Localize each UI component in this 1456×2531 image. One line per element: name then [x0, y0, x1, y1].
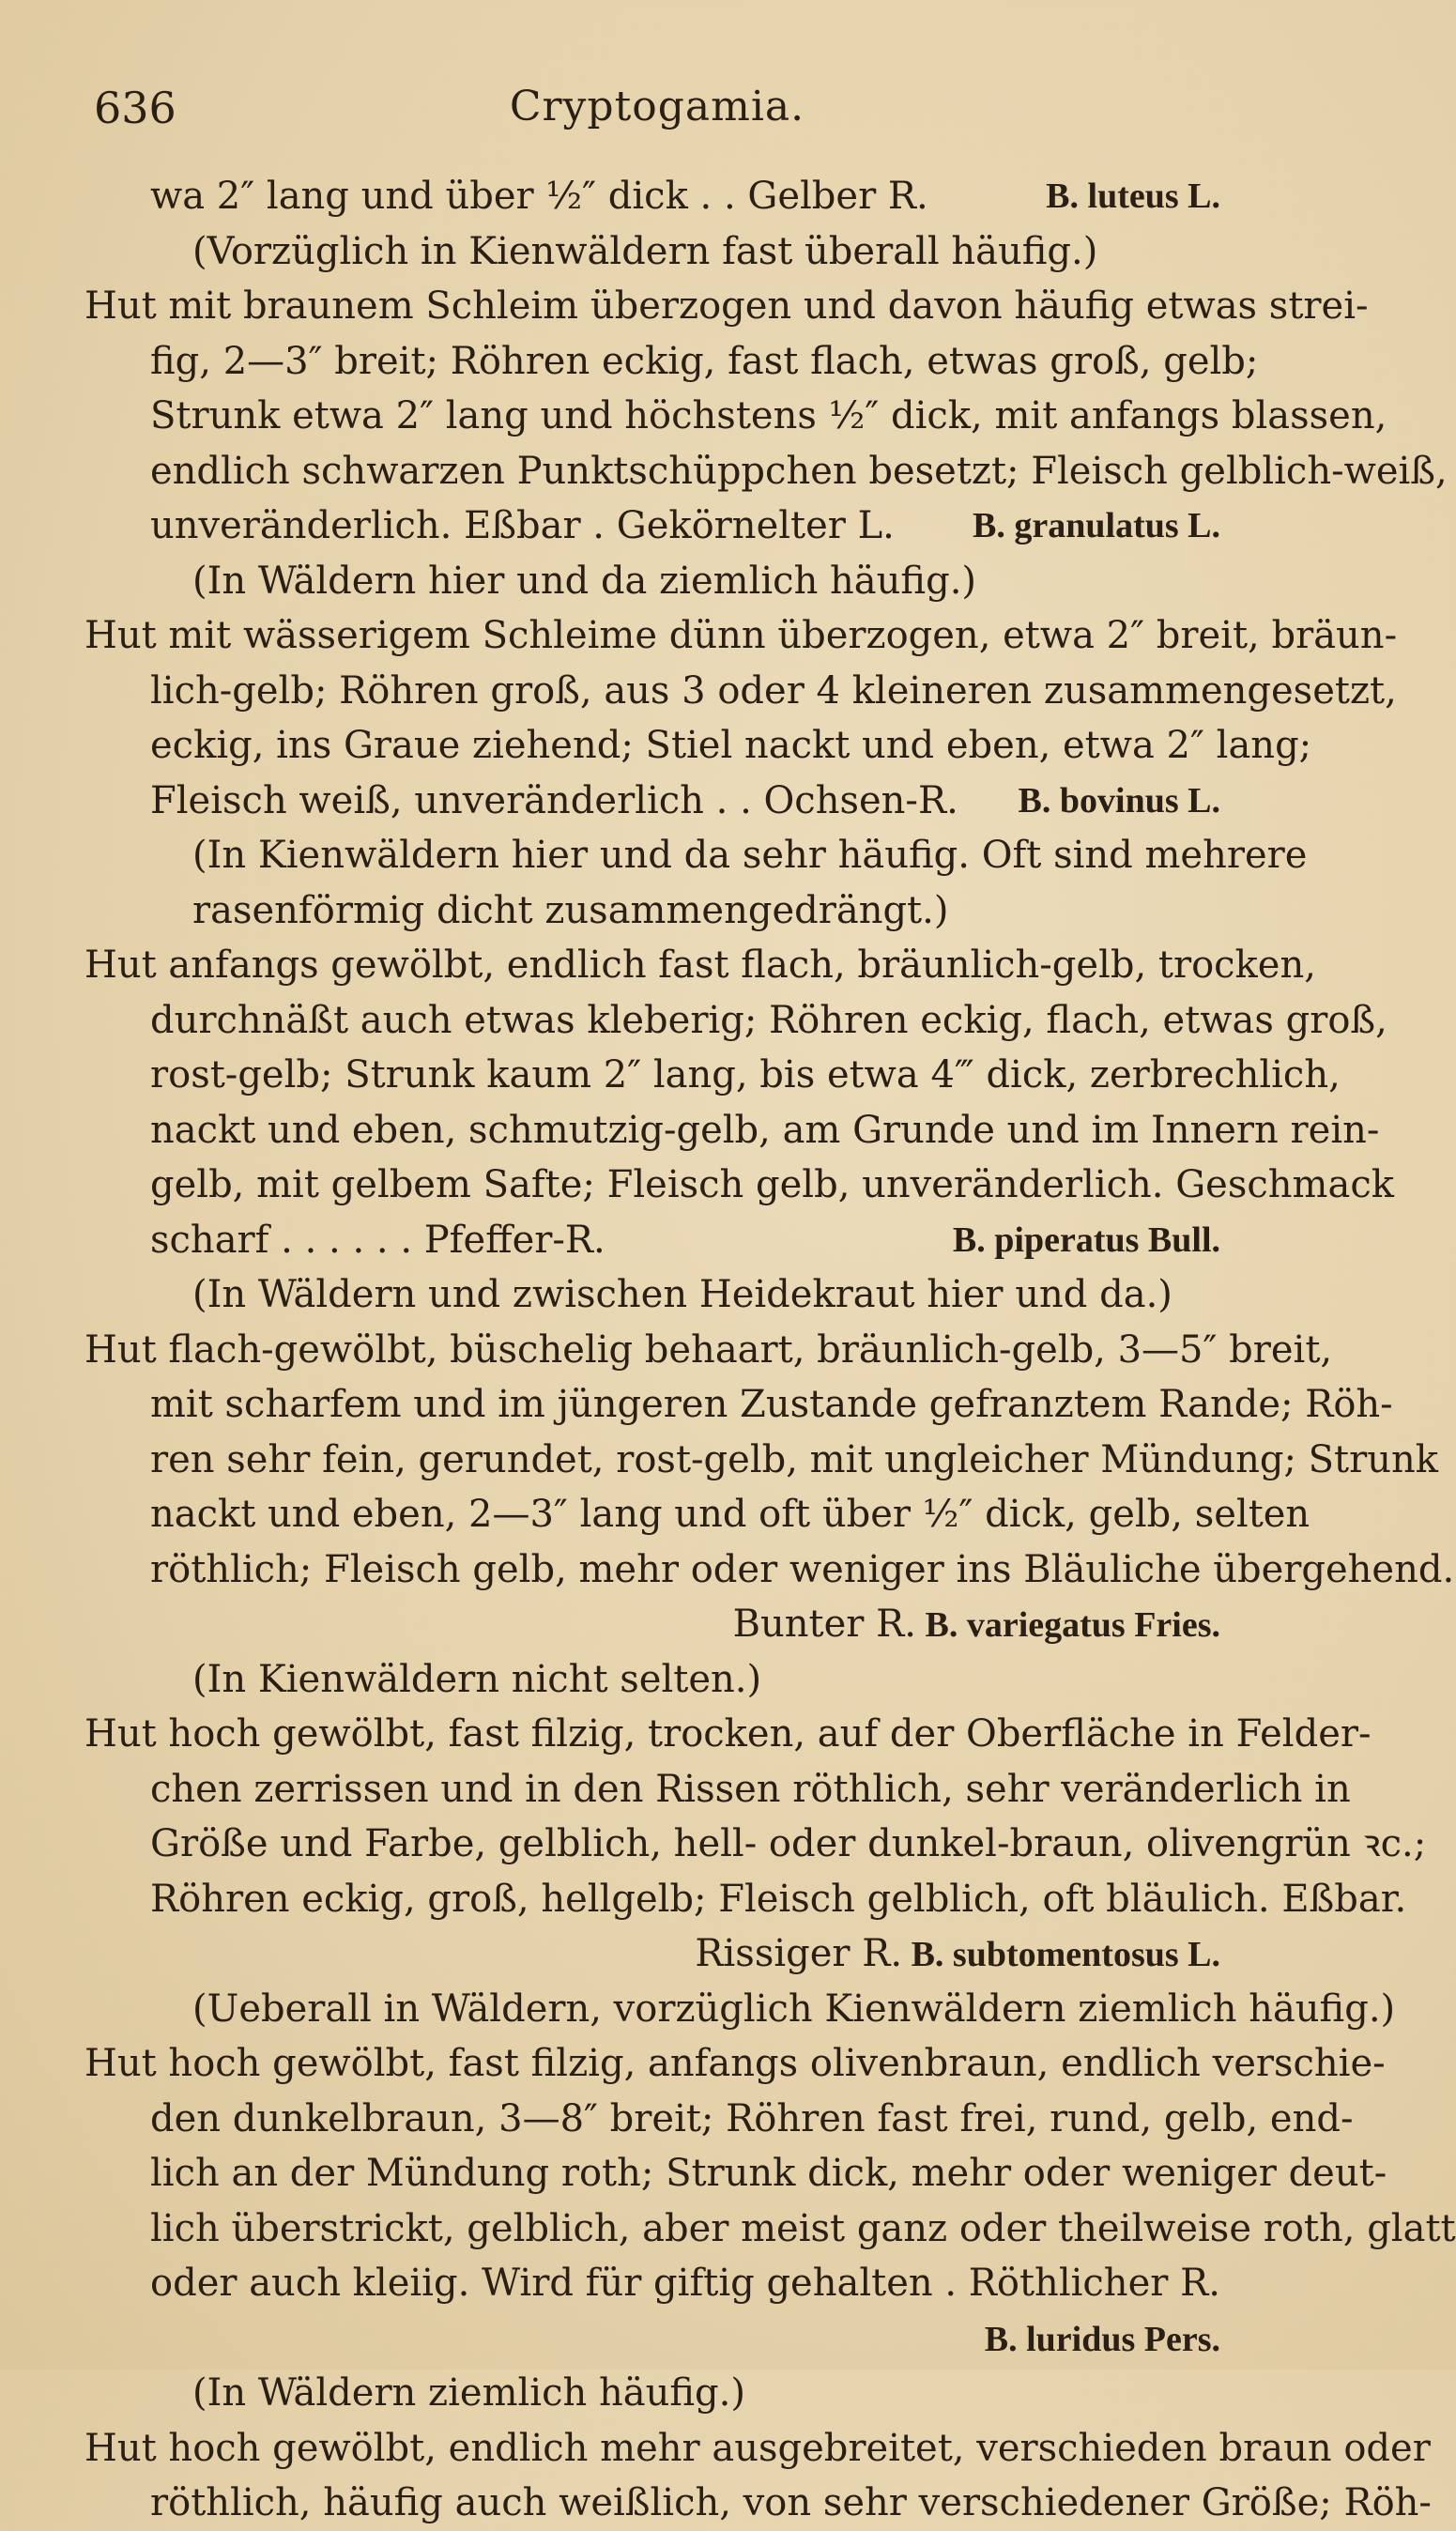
text-line [113, 2146, 1387, 2201]
line-text: chen zerrissen und in den Rissen röthlich, sehr veränderlich in [150, 1767, 1351, 1811]
text-line [84, 938, 1316, 993]
line-text: Hut mit wässerigem Schleime dünn überzogen, etwa 2″ breit, bräun- [84, 614, 1398, 657]
line-text: (In Kienwäldern nicht selten.) [192, 1657, 762, 1701]
line-text: Hut hoch gewölbt, endlich mehr ausgebreitet, verschieden braun oder [84, 2426, 1431, 2470]
line-text: Hut mit braunem Schleim überzogen und davon häufig etwas strei- [84, 284, 1369, 328]
text-line [113, 828, 1308, 883]
text-line [113, 774, 1220, 829]
latin-name: B. subtomentosus L. [902, 1935, 1220, 1974]
latin-name: B. luridus Pers. [984, 2319, 1220, 2359]
text-line [113, 1817, 1427, 1872]
line-text: mit scharfem und im jüngeren Zustande gefranztem Rande; Röh- [150, 1383, 1393, 1426]
text-line [113, 1158, 1394, 1213]
line-text: endlich schwarzen Punktschüppchen besetzt; Fleisch gelblich-weiß, [150, 449, 1448, 493]
text-line [113, 2476, 1432, 2531]
text-line [113, 499, 1220, 554]
line-text: Strunk etwa 2″ lang und höchstens ½″ dick, mit anfangs blassen, [150, 394, 1387, 437]
text-line [113, 389, 1387, 444]
line-text: rasenförmig dicht zusammengedrängt.) [192, 888, 949, 932]
line-text: Hut hoch gewölbt, fast filzig, anfangs olivenbraun, endlich verschie- [84, 2042, 1386, 2085]
line-text: Hut flach-gewölbt, büschelig behaart, bräunlich-gelb, 3—5″ breit, [84, 1327, 1333, 1372]
line-text: lich überstrickt, gelblich, aber meist ganz oder theilweise roth, glatt [150, 2206, 1456, 2250]
latin-name: B. variegatus Fries. [915, 1605, 1220, 1645]
text-line [113, 1762, 1351, 1818]
text-line [113, 2311, 1220, 2367]
line-text: Rissiger R. [695, 1932, 903, 1975]
page-body [84, 169, 1456, 2531]
text-line [113, 2201, 1456, 2257]
text-line [113, 1103, 1380, 1158]
line-text: (In Wäldern ziemlich häufig.) [192, 2371, 745, 2415]
text-line [84, 279, 1369, 334]
line-text: durchnäßt auch etwas kleberig; Röhren eckig, flach, etwas groß, [150, 998, 1387, 1042]
text-line [84, 608, 1398, 664]
line-text: Fleisch weiß, unveränderlich . . Ochsen-R. [150, 778, 958, 822]
text-line [84, 1707, 1372, 1762]
text-line [113, 554, 1220, 609]
text-line [113, 169, 1220, 224]
line-text: (In Kienwäldern hier und da sehr häufig. Oft sind mehrere [192, 834, 1308, 877]
line-text: wa 2″ lang und über ½″ dick . . Gelber R. [150, 175, 928, 218]
latin-name: B. luteus L. [1046, 176, 1220, 216]
text-line [113, 1652, 1220, 1708]
line-text: (In Wäldern und zwischen Heidekraut hier und da.) [192, 1273, 1172, 1316]
line-text: Bunter R. [732, 1603, 916, 1646]
text-line [113, 2366, 1220, 2421]
text-line [113, 1597, 1220, 1652]
text-line [113, 2256, 1220, 2311]
line-text: Röhren eckig, groß, hellgelb; Fleisch gelblich, oft bläulich. Eßbar. [150, 1877, 1407, 1921]
line-text: lich an der Mündung roth; Strunk dick, mehr oder weniger deut- [150, 2152, 1387, 2195]
text-line [113, 2092, 1354, 2147]
text-line [84, 2421, 1431, 2477]
page-header [94, 83, 1220, 139]
line-text: eckig, ins Graue ziehend; Stiel nackt und eben, etwa 2″ lang; [150, 724, 1312, 767]
line-text: unveränderlich. Eßbar . Gekörnelter L. [150, 504, 895, 547]
line-text: Hut hoch gewölbt, fast filzig, trocken, auf der Oberfläche in Felder- [84, 1712, 1372, 1756]
text-line [113, 883, 1220, 939]
text-line [84, 1323, 1333, 1378]
text-line [113, 334, 1259, 390]
line-text: lich-gelb; Röhren groß, aus 3 oder 4 kleineren zusammengesetzt, [150, 668, 1397, 713]
line-text: ren sehr fein, gerundet, rost-gelb, mit ungleicher Mündung; Strunk [150, 1437, 1438, 1481]
latin-name: B. piperatus Bull. [952, 1219, 1220, 1260]
line-text: (In Wäldern hier und da ziemlich häufig.) [192, 559, 977, 603]
line-text: röthlich; Fleisch gelb, mehr oder weniger ins Bläuliche übergehend. [150, 1547, 1455, 1591]
line-text: oder auch kleiig. Wird für giftig gehalten . Röthlicher R. [150, 2262, 1220, 2305]
text-line [113, 993, 1387, 1049]
running-head: Cryptogamia. [509, 83, 805, 130]
line-text: rost-gelb; Strunk kaum 2″ lang, bis etwa 4‴ dick, zerbrechlich, [150, 1053, 1341, 1097]
line-text: (Ueberall in Wäldern, vorzüglich Kienwäldern ziemlich häufig.) [192, 1986, 1396, 2031]
line-text: fig, 2—3″ breit; Röhren eckig, fast flach, etwas groß, gelb; [150, 339, 1259, 383]
line-text: Hut anfangs gewölbt, endlich fast flach, bräunlich-gelb, trocken, [84, 943, 1316, 987]
text-line [113, 1982, 1396, 2037]
line-text: scharf . . . . . . Pfeffer-R. [150, 1218, 605, 1262]
text-line [113, 664, 1397, 719]
line-text: röthlich, häufig auch weißlich, von sehr verschiedener Größe; Röh- [150, 2481, 1432, 2524]
text-line [113, 444, 1448, 499]
text-line [113, 1487, 1310, 1542]
text-line [113, 1213, 1220, 1268]
line-text: nackt und eben, schmutzig-gelb, am Grunde und im Innern rein- [150, 1108, 1380, 1152]
line-text: Größe und Farbe, gelblich, hell- oder dunkel-braun, olivengrün ꝛc.; [150, 1822, 1427, 1865]
text-line [113, 1377, 1393, 1433]
text-line [113, 718, 1312, 774]
text-line [113, 1433, 1438, 1488]
line-text: (Vorzüglich in Kienwäldern fast überall häufig.) [192, 229, 1098, 273]
line-text: gelb, mit gelbem Safte; Fleisch gelb, unveränderlich. Geschmack [150, 1163, 1394, 1206]
text-line [113, 1872, 1407, 1927]
text-line [113, 224, 1220, 280]
text-line [113, 1542, 1455, 1598]
line-text: den dunkelbraun, 3—8″ breit; Röhren fast frei, rund, gelb, end- [150, 2096, 1354, 2140]
text-line [113, 1926, 1220, 1982]
latin-name: B. granulatus L. [973, 506, 1220, 545]
text-line [84, 2036, 1386, 2092]
line-text: nackt und eben, 2—3″ lang und oft über ½″ dick, gelb, selten [150, 1493, 1310, 1536]
page-number: 636 [94, 83, 176, 133]
latin-name: B. bovinus L. [1018, 780, 1220, 821]
text-line [113, 1048, 1341, 1103]
text-line [113, 1267, 1220, 1323]
